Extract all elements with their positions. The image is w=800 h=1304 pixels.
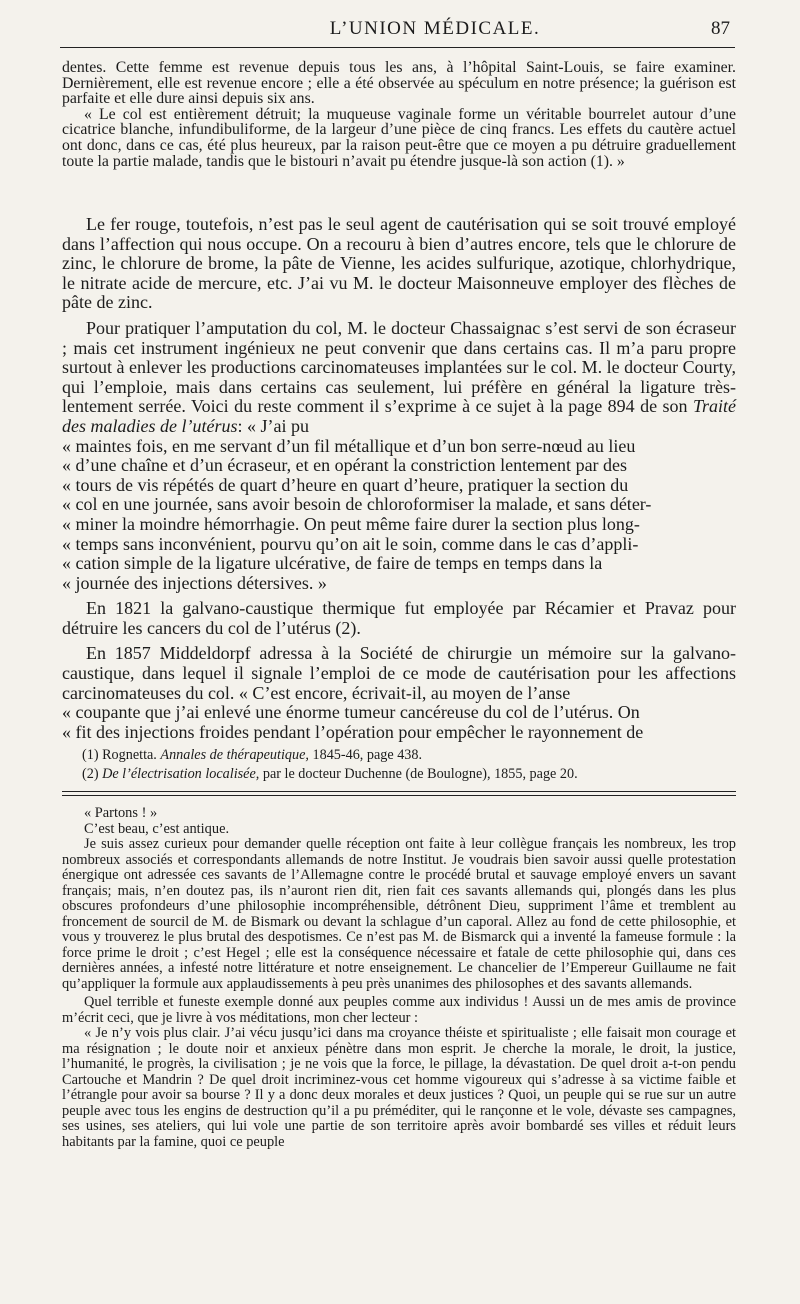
feuilleton-line: « Partons ! »: [84, 805, 158, 821]
footnote-2-rest: par le docteur Duchenne (de Boulogne), 1855, page 20.: [262, 766, 578, 782]
top-continued-block: [62, 60, 736, 169]
cited-work-title: Traité des maladies de l’utérus: [62, 396, 736, 436]
feuilleton-paragraph: Je suis assez curieux pour demander quelle réception ont faite à leur collègue français les nombreux, les trop nombreux associés et correspondants allemands de notre Institut. Je voudrais bien savoir aussi quelle protestation énergique ont adressée ces savants de l’Allemagne contre le procédé brutal et sauvage employé envers un savant français; mais, n’en doutez pas, ils n’auront rien dit, rien fait ces savants allemands qui, plongés dans les plus obscures profondeurs d’une philosophie incompréhensible, détrônent Dieu, suppriment l’âme et tremblent au froncement de sourcil de M. de Bismark ou devant la schlague d’un caporal. Allez au fond de cette philosophie, et vous y trouverez le plus brutal des despotismes. Ce n’est pas M. de Bismarck qui a inventé la fameuse formule : la force prime le droit ; c’est Hegel ; elle est la conséquence nécessaire et fatale de cette philosophie qui, dans ces dernières années, a infesté notre littérature et notre enseignement. Le chancelier de l’Empereur Guillaume ne fait qu’appliquer la formule aux applaudissements à peu près unanimes des philosophes et des savants allemands.: [62, 836, 736, 992]
feuilleton-separator-inner: [62, 795, 736, 796]
footnote-2-mark: (2): [82, 766, 99, 782]
quote-line: « cation simple de la ligature ulcérative, de faire de temps en temps dans la: [62, 553, 603, 574]
footnotes: [62, 746, 736, 784]
feuilleton-paragraph: Quel terrible et funeste exemple donné aux peuples comme aux individus ! Aussi un de mes amis de province m’écrit ceci, que je livre à vos méditations, mon cher lecteur :: [62, 994, 736, 1026]
quote-line: « tours de vis répétés de quart d’heure en quart d’heure, pratiquer la section du: [62, 474, 629, 495]
footnote-2-title: De l’électrisation localisée,: [102, 766, 260, 782]
page-number: 87: [711, 18, 730, 39]
quote-line: « maintes fois, en me servant d’un fil métallique et d’un bon serre-nœud au lieu: [62, 435, 636, 456]
running-title: L’UNION MÉDICALE.: [329, 18, 541, 39]
quote-line: « col en une journée, sans avoir besoin de chloroformiser la malade, et sans déter-: [62, 494, 652, 515]
quote-line: « journée des injections détersives. »: [62, 572, 327, 593]
feuilleton-separator: [62, 791, 736, 792]
continued-paragraph: dentes. Cette femme est revenue depuis tous les ans, à l’hôpital Saint-Louis, se faire examiner. Dernièrement, elle est revenue encore ; elle a été observée au spéculum en notre présence; la guérison est parfaite et elle dure ainsi depuis six ans.: [62, 59, 736, 108]
footnote-2: [82, 765, 736, 784]
paragraph-galvano-1821: En 1821 la galvano-caustique thermique fut employée par Récamier et Pravaz pour détruire les cancers du col de l’utérus (2).: [62, 598, 736, 638]
main-article-body: [62, 215, 736, 742]
footnote-1: [82, 746, 736, 765]
page-header: [0, 18, 800, 48]
quote-line: « d’une chaîne et d’un écraseur, et en opérant la constriction lentement par des: [62, 455, 628, 476]
feuilleton-line: C’est beau, c’est antique.: [84, 820, 230, 837]
footnote-1-mark: (1) Rognetta.: [82, 747, 157, 763]
footnote-1-rest: 1845-46, page 438.: [312, 747, 423, 763]
paragraph-cauterisation-agents: Le fer rouge, toutefois, n’est pas le seul agent de cautérisation qui se soit trouvé employé dans l’affection qui nous occupe. On a recouru à bien d’autres encore, tels que le chlorure de zinc, le chlorure de brome, la pâte de Vienne, les acides sulfurique, azotique, chlorhydrique, le nitrate acide de mercure, etc. J’ai vu M. le docteur Maisonneuve employer des flèches de pâte de zinc.: [62, 214, 736, 313]
paragraph-middeldorpf: En 1857 Middeldorpf adressa à la Société de chirurgie un mémoire sur la galvano-caustique, dans lequel il signale l’emploi de ce mode de cautérisation pour les affections carcinomateuses du col. « C’est encore, écrivait-il, au moyen de l’anse: [62, 643, 736, 703]
feuilleton-paragraph: « Je n’y vois plus clair. J’ai vécu jusqu’ici dans ma croyance théiste et spiritualiste ; elle faisait mon courage et ma résignation ; le doute noir et anxieux pénètre dans mon esprit. Je cherche la morale, le droit, la justice, l’humanité, le progrès, la civilisation ; je ne vois que la force, le pillage, la dévastation. De quel droit a-t-on pendu Cartouche et Mandrin ? De quel droit incriminez-vous cet homme vigoureux qui s’adresse à sa victime faible et l’étrangle pour avoir sa bourse ? Il y a donc deux morales et deux justices ? Quoi, un peuple qui se rue sur un autre peuple avec tous les engins de destruction qu’il a pu préméditer, qui le rançonne et le vole, dévaste ses campagnes, ses usines, ses ateliers, qui lui vole une partie de son territoire après avoir bombardé ses villes et réduit leurs habitants par la famine, quoi ce peuple: [62, 1025, 736, 1150]
quote-line: « fit des injections froides pendant l’opération pour empêcher le rayonnement de: [62, 721, 644, 742]
feuilleton-body: [62, 806, 736, 1150]
footnote-1-title: Annales de thérapeutique,: [160, 747, 309, 763]
quote-line: « miner la moindre hémorrhagie. On peut même faire durer la section plus long-: [62, 513, 640, 534]
paragraph-amputation-text: Pour pratiquer l’amputation du col, M. le docteur Chassaignac s’est servi de son écraseur ; mais cet instrument ingénieux ne peut convenir que dans certains cas. Il m’a paru propre surtout à enlever les productions carcinomateuses implantées sur le col. M. le docteur Courty, qui l’emploie, mais dans certains cas seulement, lui préfère en général la ligature très-lentement serrée. Voici du reste comment il s’exprime à ce sujet à la page 894 de son: [62, 317, 736, 417]
quote-line: « temps sans inconvénient, pourvu qu’on ait le soin, comme dans le cas d’appli-: [62, 533, 639, 554]
paragraph-amputation: [62, 319, 736, 437]
quoted-observation: « Le col est entièrement détruit; la muqueuse vaginale forme un véritable bourrelet autour d’une cicatrice blanche, infundibuliforme, de la largeur d’une pièce de cinq francs. Les effets du cautère actuel ont donc, dans ce cas, été plus heureux, par la raison peut-être que ce moyen a pu détruire graduellement toute la partie malade, tandis que le bistouri n’avait pu étendre jusque-là son action (1). »: [62, 105, 736, 170]
paragraph-amputation-tail: : « J’ai pu: [237, 415, 309, 436]
header-rule: [60, 47, 735, 48]
quote-line: « coupante que j’ai enlevé une énorme tumeur cancéreuse du col de l’utérus. On: [62, 702, 640, 723]
